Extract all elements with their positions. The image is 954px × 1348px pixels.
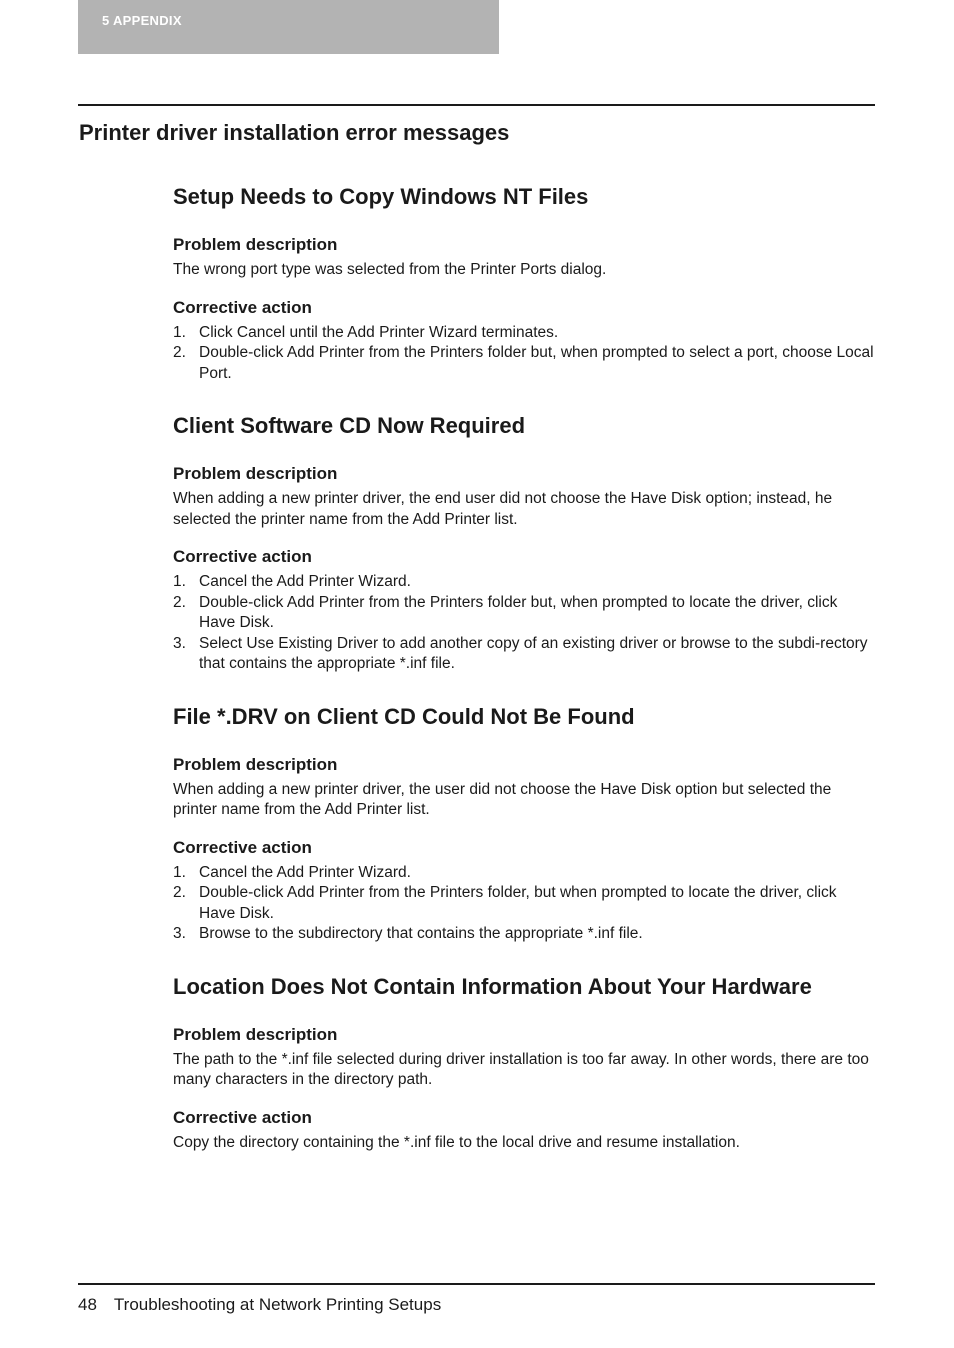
step-number: 2.	[173, 884, 186, 901]
page-footer	[78, 1295, 441, 1315]
problem-text: The path to the *.inf file selected during driver installation is too far away. In other words, there are too many characters in the directory path.	[173, 1050, 869, 1088]
problem-text: When adding a new printer driver, the end user did not choose the Have Disk option; instead, he selected the printer name from the Add Printer list.	[173, 490, 833, 528]
problem-heading: Problem description	[173, 754, 338, 774]
section-title: File *.DRV on Client CD Could Not Be Found	[173, 703, 635, 729]
step-number: 1.	[173, 863, 186, 881]
section-location-no-info	[173, 970, 875, 1154]
bottom-divider	[78, 1283, 875, 1285]
section-client-cd-required	[173, 409, 875, 675]
step-item	[173, 343, 875, 384]
action-text: Copy the directory containing the *.inf file to the local drive and resume installation.	[173, 1133, 740, 1151]
top-divider	[78, 104, 875, 106]
steps-list	[173, 323, 875, 385]
step-number: 3.	[173, 925, 186, 942]
problem-text: When adding a new printer driver, the user did not choose the Have Disk option but selected the printer name from the Add Printer list.	[173, 780, 832, 818]
action-heading: Corrective action	[173, 837, 312, 857]
problem-heading: Problem description	[173, 464, 338, 483]
step-item	[173, 883, 875, 924]
step-text: Double-click Add Printer from the Printers folder, but when prompted to locate the driver, click Have Disk.	[199, 884, 837, 922]
section-setup-nt-files	[173, 180, 875, 384]
section-title: Client Software CD Now Required	[173, 413, 526, 438]
steps-list	[173, 863, 875, 945]
action-heading: Corrective action	[173, 547, 312, 566]
chapter-label: 5 APPENDIX	[102, 13, 182, 28]
step-number: 2.	[173, 344, 186, 361]
step-text: Cancel the Add Printer Wizard.	[199, 573, 411, 590]
page-number: 48	[78, 1295, 97, 1314]
step-number: 3.	[173, 634, 186, 652]
section-drv-not-found	[173, 700, 875, 945]
step-number: 1.	[173, 573, 186, 590]
step-text: Cancel the Add Printer Wizard.	[199, 863, 411, 881]
step-item	[173, 863, 875, 884]
action-heading: Corrective action	[173, 1107, 312, 1127]
steps-list	[173, 572, 875, 675]
step-item	[173, 593, 875, 634]
step-item	[173, 572, 875, 593]
chapter-tab	[78, 0, 499, 54]
step-item	[173, 924, 875, 945]
section-title: Setup Needs to Copy Windows NT Files	[173, 184, 589, 209]
section-title: Location Does Not Contain Information About Your Hardware	[173, 973, 812, 999]
footer-section-title: Troubleshooting at Network Printing Setups	[113, 1295, 442, 1314]
step-text: Click Cancel until the Add Printer Wizard terminates.	[199, 323, 559, 341]
action-heading: Corrective action	[173, 297, 312, 317]
problem-heading: Problem description	[173, 235, 338, 254]
step-text: Select Use Existing Driver to add another copy of an existing driver or browse to the subdi-rectory that contains the appropriate *.inf file.	[199, 634, 868, 672]
step-item	[173, 323, 875, 344]
step-text: Double-click Add Printer from the Printers folder but, when prompted to locate the driver, click Have Disk.	[199, 593, 838, 631]
problem-text: The wrong port type was selected from the Printer Ports dialog.	[173, 261, 607, 278]
problem-heading: Problem description	[173, 1024, 338, 1044]
step-item	[173, 634, 875, 675]
step-number: 1.	[173, 323, 186, 341]
step-text: Browse to the subdirectory that contains the appropriate *.inf file.	[199, 925, 643, 942]
step-number: 2.	[173, 593, 186, 611]
main-content	[173, 180, 875, 1178]
step-text: Double-click Add Printer from the Printers folder but, when prompted to select a port, choose Local Port.	[199, 344, 874, 382]
page-title: Printer driver installation error messages	[79, 120, 510, 145]
